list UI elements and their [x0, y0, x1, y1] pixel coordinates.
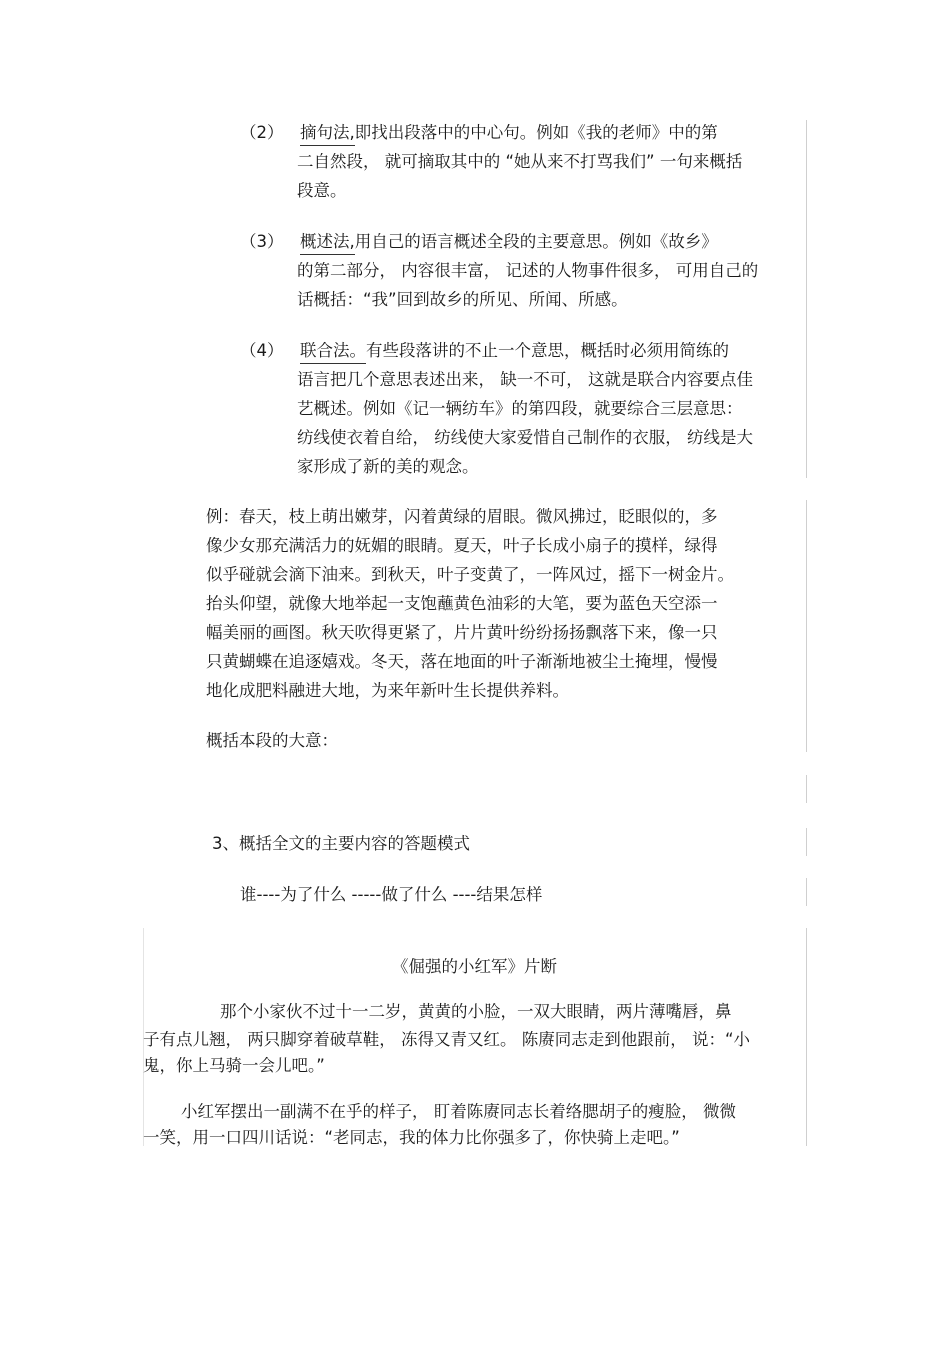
- item-number: （2）: [240, 123, 284, 142]
- example-line: 只黄蝴蝶在追逐嬉戏。冬天，落在地面的叶子渐渐地被尘土掩埋，慢慢: [206, 652, 718, 671]
- item-text-line: 二自然段， 就可摘取其中的 “她从来不打骂我们” 一句来概括: [297, 152, 743, 171]
- example-line: 抬头仰望，就像大地举起一支饱蘸黄色油彩的大笔，要为蓝色天空添一: [206, 594, 718, 613]
- story-line: 鬼，你上马骑一会儿吧。”: [143, 1056, 325, 1075]
- item-text-line: 纺线使衣着自给， 纺线使大家爱惜自己制作的衣服， 纺线是大: [297, 428, 753, 447]
- item-text-line: 的第二部分， 内容很丰富， 记述的人物事件很多， 可用自己的: [297, 261, 759, 280]
- item-first-line: [300, 340, 729, 362]
- right-border-rule-1: [806, 120, 807, 478]
- section-heading: 3、概括全文的主要内容的答题模式: [212, 834, 470, 853]
- right-border-rule-3: [806, 775, 807, 803]
- story-line: 一笑，用一口四川话说：“老同志，我的体力比你强多了，你快骑上走吧。”: [143, 1128, 680, 1147]
- summary-question: 概括本段的大意：: [206, 731, 338, 750]
- example-line: 幅美丽的画图。秋天吹得更紧了，片片黄叶纷纷扬扬飘落下来，像一只: [206, 623, 718, 642]
- example-line: 例：春天，枝上萌出嫩芽，闪着黄绿的眉眼。微风拂过，眨眼似的，多: [206, 507, 718, 526]
- method-term: 概述法,: [300, 232, 355, 251]
- example-line: 像少女那充满活力的妩媚的眼睛。夏天，叶子长成小扇子的摸样，绿得: [206, 536, 718, 555]
- method-term: 联合法。: [300, 341, 366, 360]
- story-line: 小红军摆出一副满不在乎的样子， 盯着陈赓同志长着络腮胡子的瘦脸， 微微: [181, 1102, 736, 1121]
- item-number: （3）: [240, 232, 284, 251]
- item-text-line: 段意。: [297, 181, 347, 200]
- story-title: 《倔强的小红军》片断: [392, 957, 557, 976]
- story-line: 子有点儿翘， 两只脚穿着破草鞋， 冻得又青又红。 陈赓同志走到他跟前， 说：“小: [143, 1030, 751, 1049]
- story-line: 那个小家伙不过十一二岁，黄黄的小脸，一双大眼睛，两片薄嘴唇，鼻: [220, 1002, 732, 1021]
- answer-formula: 谁----为了什么 -----做了什么 ----结果怎样: [240, 885, 543, 904]
- item-number: （4）: [240, 341, 284, 360]
- item-text-line: 话概括：“我”回到故乡的所见、所闻、所感。: [297, 290, 628, 309]
- right-border-rule-5: [806, 878, 807, 906]
- item-text-line: 用自己的语言概述全段的主要意思。例如《故乡》: [354, 232, 718, 251]
- item-first-line: [300, 231, 718, 253]
- method-term: 摘句法,: [300, 123, 355, 142]
- example-line: 地化成肥料融进大地，为来年新叶生长提供养料。: [206, 681, 569, 700]
- item-text-line: 家形成了新的美的观念。: [297, 457, 479, 476]
- example-line: 似乎碰就会滴下油来。到秋天，叶子变黄了，一阵风过，摇下一树金片。: [206, 565, 734, 584]
- right-border-rule-4: [806, 828, 807, 856]
- right-border-rule-6: [806, 928, 807, 1146]
- item-text-line: 即找出段落中的中心句。例如《我的老师》中的第: [354, 123, 718, 142]
- item-text-line: 语言把几个意思表述出来， 缺一不可， 这就是联合内容要点佳: [297, 370, 753, 389]
- item-text-line: 有些段落讲的不止一个意思，概括时必须用简练的: [366, 341, 729, 360]
- right-border-rule-2: [806, 500, 807, 752]
- item-first-line: [300, 122, 718, 144]
- item-text-line: 艺概述。例如《记一辆纺车》的第四段，就要综合三层意思：: [297, 399, 743, 418]
